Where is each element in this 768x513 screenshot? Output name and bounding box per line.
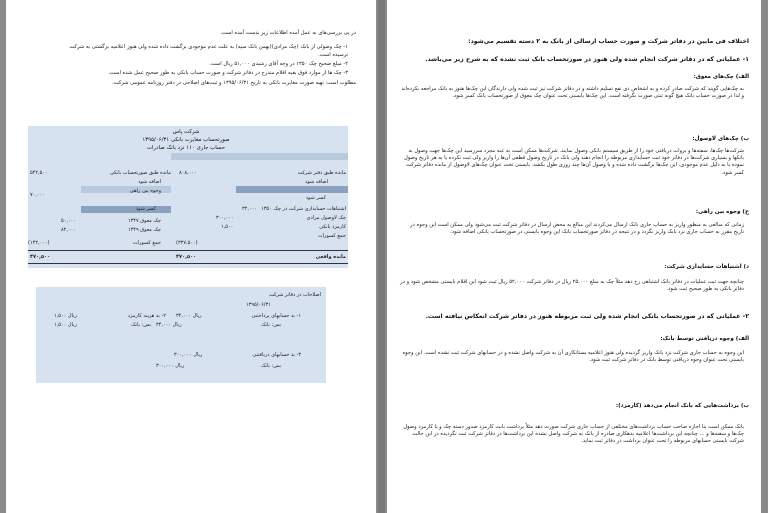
- bank-deduct-label: کسر شود: [135, 206, 156, 212]
- item-2: ۲- مبلغ صحیح چک ۱۳۵۰ در وجه آقای رشیدی ۵۱,۰۰۰ ریال است.: [209, 61, 348, 67]
- bank-outstanding-2-value: ۸۲,۰۰۰: [61, 227, 77, 233]
- books-balance-label: مانده طبق دفتر شرکت: [297, 170, 346, 176]
- row-shade: [81, 206, 171, 213]
- outstanding-checks-heading: الف) چک‌های معوق:: [693, 74, 749, 80]
- bank-balance-label: مانده طبق صورتحساب بانکی: [109, 170, 171, 176]
- bank-deduct-total-value: (۱۳۲,۰۰۰): [28, 240, 50, 246]
- page-separator: [378, 0, 385, 513]
- books-nsf-value: ۳۰۰,۰۰۰: [216, 215, 234, 221]
- row-shade: [171, 153, 348, 160]
- bank-transit-label: وجوه بین راهی: [129, 188, 161, 194]
- journal-date: ۱۳۹۵/۰۶/۳۱: [246, 302, 271, 308]
- books-deduct-total-value: (۳۳۷,۵۰۰): [176, 240, 198, 246]
- true-balance-label: مانده واقعی: [315, 254, 346, 260]
- item-3: ۳- چک ها از موارد فوق بقیه اقلام مندرج در دفاتر شرکت و صورت حساب بانکی به طور صحیح عمل شده است.: [108, 70, 348, 76]
- total-underline: [28, 263, 348, 264]
- document-page-right: [387, 0, 761, 513]
- entry-1-credit: بس: بانک: [261, 322, 281, 328]
- nsf-checks-text: شرکت‌ها چک‌ها، سفته‌ها و بروات دریافتی خود را از طریق سیستم بانکی وصول نمایند. شرکت‌ها ممکن است به عنه مجرد سررسید این چک‌ها جهت وصول به بانکها و بسیاری شرکت‌ها در دفاتر خود ثبت حسابداری مربوطه را انجام دهند ولی بانک در تاریخ وصول قطعی آن‌ها را واریز ولی ثبت نکرده یا به هر تاریخ وصول نموده یا به دلیل عدم موجودی، این چک‌ها برگشت داده شده و یا وصول آن‌ها چند روزی طول بکشد. بایستی تحت عنوان چک‌های لاوصول از مانده دفاتر شرکت کسر شود.: [404, 148, 744, 176]
- entry-3-debit-amount: ۳۰۰,۰۰۰ ریال: [174, 352, 203, 358]
- bank-collections-heading: الف) وجوه دریافتی توسط بانک:: [660, 336, 749, 342]
- bank-outstanding-1-value: ۵۰,۰۰۰: [61, 218, 77, 224]
- accounting-errors-text: چنانچه جهت ثبت عملیات در دفاتر بانک اشتباهی رخ دهد مثلاً چک به مبلغ ۲۵,۰۰۰ ریال در دفاتر شرکت ۵۲,۰۰۰ ریال ثبت شود این اقلام بایستی مشخص شود و در دفاتر بانکی به طور صحیح ثبت شود.: [400, 279, 744, 293]
- bank-add-label: اضافه شود: [138, 179, 161, 185]
- bank-charges-heading: ب) برداشت‌هایی که بانک انجام می‌دهد (کارمزد):: [615, 403, 749, 409]
- bank-outstanding-1-label: چک معوق ۱۳۴۷: [127, 218, 161, 224]
- deposits-in-transit-heading: ج) وجوه بین راهی:: [695, 209, 749, 215]
- table-title-company: شرکت پاس: [172, 129, 200, 135]
- bank-collections-text: این وجوه به حساب جاری شرکت نزد بانک واریز گردیده ولی هنوز اعلامیه بستانکاری آن به شرکت واصل نشده و در حسابهای شرکت ثبت نشده است. این وجوه بایستی تحت عنوان وجوه دریافتی توسط بانک در دفاتر شرکت ثبت شود.: [402, 350, 744, 364]
- books-fee-value: ۱,۵۰۰: [221, 224, 234, 230]
- entry-3-credit-amount: ۳۰۰,۰۰۰ ریال: [156, 363, 185, 369]
- entry-1-debit-amount: ۳۴,۰۰۰ ریال: [176, 313, 202, 319]
- row-shade: [236, 186, 348, 193]
- books-deduct-total-label: جمع کسورات: [317, 233, 346, 239]
- bank-charges-text: بانک ممکن است بنا اجازه صاحب حساب برداشت‌های مختلفی از حساب جاری شرکت صورت دهد مثلاً برداشت بابت کارمزد صدور دسته چک و یا کارمزد وصول چک‌ها و سفته‌ها و ... چنانچه این برداشت‌ها اعلامیه بدهکاری صادره از بانک به شرکت واصل نشده این برداشت‌ها در دفاتر شرکت ثبت نگردیده در این حالت شرکت بایستی حسابهای مربوطه را تحت عنوان برداشت در دفاتر ثبت نماید.: [403, 424, 744, 445]
- bank-deduct-total-label: جمع کسورات: [132, 240, 161, 246]
- books-deduct-label: کسر شود: [305, 195, 326, 201]
- entry-1-credit-amount: ۳۴,۰۰۰ ریال: [156, 322, 182, 328]
- intro-text: در پی بررسی‌های به عمل آمده اطلاعات زیر بدست آمده است.: [220, 30, 356, 36]
- entry-2-credit: بس: بانک: [131, 322, 151, 328]
- section-2-heading: ۲- عملیاتی که در صورتحساب بانکی انجام شده ولی ثبت مربوطه هنوز در دفاتر شرکت انعکاس نیافته است.: [425, 313, 749, 320]
- total-divider: [28, 250, 348, 251]
- deposits-in-transit-text: زمانی که مبالغی به منظور واریز به حساب جاری بانک ارسال می‌کردند این مبالغ به محض ارسال در دفاتر شرکت ثبت می‌شود ولی ممکن است این وجوه در تاریخ مقرر به حساب جاری نزد بانک واریز نگردد و در نتیجه در دفاتر صورتحساب بانک این وجوه بایستی در صورتحساب بانکی اضافه شود.: [410, 222, 744, 236]
- true-balance-bank: ۴۷۰,۵۰۰: [30, 254, 51, 260]
- section-1-heading: ۱- عملیاتی که در دفاتر شرکت انجام شده ولی هنوز در صورتحساب بانک ثبت نشده که به شرح زیر می‌باشد.: [425, 56, 749, 63]
- entry-2-debit-amount: ۱,۵۰۰ ریال: [54, 313, 77, 319]
- bank-balance-value: ۵۴۲,۵۰۰: [30, 170, 48, 176]
- books-balance-value: ۸۰۸,۰۰۰: [179, 170, 197, 176]
- books-error-value: ۳۴,۰۰۰: [242, 206, 258, 212]
- section-title: اختلاف فی مابین در دفاتر شرکت و صورت حساب ارسالی از بانک به ۲ دسته تقسیم می‌شود:: [468, 38, 749, 45]
- document-page-left: [6, 0, 376, 513]
- table-title-account: حساب جاری ۱۱۰ نزد بانک صادرات: [146, 145, 226, 151]
- true-balance-books: ۴۷۰,۵۰۰: [176, 254, 197, 260]
- bank-transit-value: ۷۰,۰۰۰: [30, 192, 46, 198]
- entry-3-credit: بس: بانک: [261, 363, 281, 369]
- outstanding-checks-text: به چک‌هایی گویند که شرکت صادر کرده و به اشخاص ذی نفع تسلیم داشته و در دفاتر شرکت نیز ثبت شده ولی دارندگان این چک‌ها هنوز به بانک مراجعه نکرده‌اند و لذا در صورت حساب بانک هیچ گونه ثبتی صورت نگرفته است. این چک‌ها بایستی تحت عنوان چک معوق از صورتحساب بانک کسر شود.: [401, 86, 744, 100]
- table-title-statement: صورتحساب مغایرت بانکی ۱۳۹۵/۰۶/۳۱: [142, 137, 230, 143]
- books-nsf-label: چک لاوصول مرادی: [306, 215, 346, 221]
- bank-outstanding-2-label: چک معوق ۱۳۴۹: [127, 227, 161, 233]
- accounting-errors-heading: د) اشتباهات حسابداری شرکت:: [664, 264, 749, 270]
- item-1-cont: ترسیده است.: [318, 52, 348, 58]
- entry-3-debit: ۳- بد حسابهای دریافتنی: [252, 352, 301, 358]
- request-text: مطلوب است: تهیه صورت مغایرت بانکی به تاریخ ۱۳۹۵/۰۶/۳۱ و ثبت‌های اصلاحی در دفتر روزنامه عمومی شرکت.: [112, 80, 356, 86]
- entry-2-credit-amount: ۱,۵۰۰ ریال: [54, 322, 77, 328]
- books-fee-label: کارمزد بانکی: [319, 224, 346, 230]
- nsf-checks-heading: ب) چک‌های لاوصول:: [692, 136, 749, 142]
- item-1: ۱- چک وصولی از بانک (چک مرادی)(بهمن بانک سپه) به علت عدم موجودی برگشت داده شده ولی هنوز اعلامیه برگشتی به شرکت: [69, 44, 348, 50]
- journal-title: اصلاحات در دفاتر شرکت: [269, 292, 321, 298]
- books-add-label: اضافه شود: [305, 179, 328, 185]
- entry-2-debit: ۲- بد هزینه کارمزد: [127, 313, 166, 319]
- entry-1-debit: ۱- بد حسابهای پرداختنی: [251, 313, 301, 319]
- books-error-label: اشتباهات حسابداری شرکت در چک ۱۳۵۰: [261, 206, 346, 212]
